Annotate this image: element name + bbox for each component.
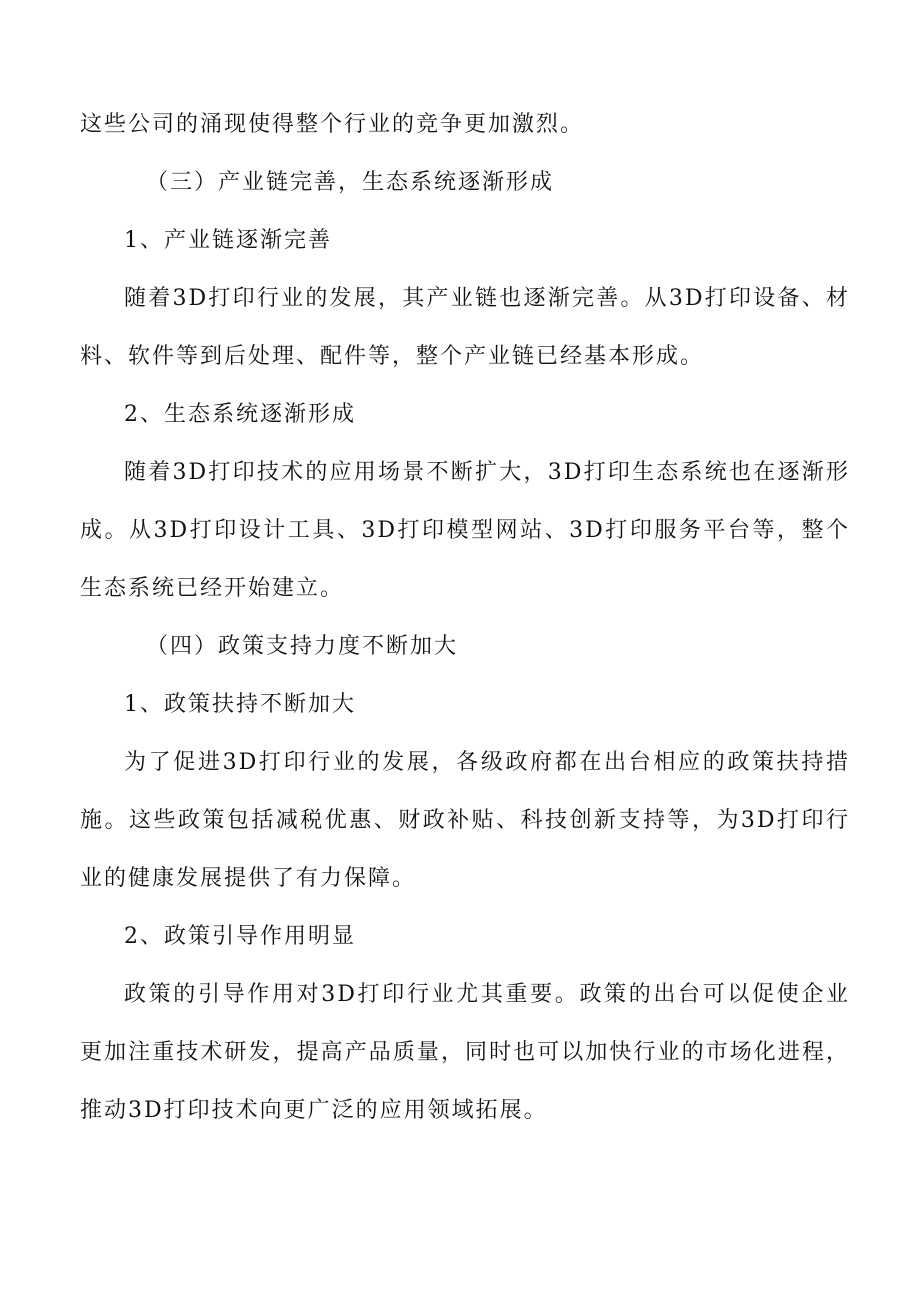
subheading-4-2: 2、政策引导作用明显 [124, 924, 356, 949]
paragraph-continuation: 这些公司的涌现使得整个行业的竞争更加激烈。 [80, 112, 585, 137]
subheading-3-2: 2、生态系统逐渐形成 [124, 402, 356, 427]
document-body [80, 96, 850, 1140]
paragraph-industry-chain: 随着3D打印行业的发展，其产业链也逐渐完善。从3D打印设备、材料、软件等到后处理、配件等，整个产业链已经基本形成。 [80, 286, 850, 369]
paragraph-policy-guidance: 政策的引导作用对3D打印行业尤其重要。政策的出台可以促使企业更加注重技术研发，提高产品质量，同时也可以加快行业的市场化进程，推动3D打印技术向更广泛的应用领域拓展。 [80, 982, 850, 1123]
section-heading-3: （三）产业链完善，生态系统逐渐形成 [146, 170, 555, 195]
subheading-4-1: 1、政策扶持不断加大 [124, 692, 356, 717]
subheading-3-1: 1、产业链逐渐完善 [124, 228, 332, 253]
paragraph-ecosystem: 随着3D打印技术的应用场景不断扩大，3D打印生态系统也在逐渐形成。从3D打印设计工具、3D打印模型网站、3D打印服务平台等，整个生态系统已经开始建立。 [80, 460, 850, 601]
paragraph-policy-support: 为了促进3D打印行业的发展，各级政府都在出台相应的政策扶持措施。这些政策包括减税优惠、财政补贴、科技创新支持等，为3D打印行业的健康发展提供了有力保障。 [80, 750, 850, 891]
section-heading-4: （四）政策支持力度不断加大 [146, 634, 459, 659]
